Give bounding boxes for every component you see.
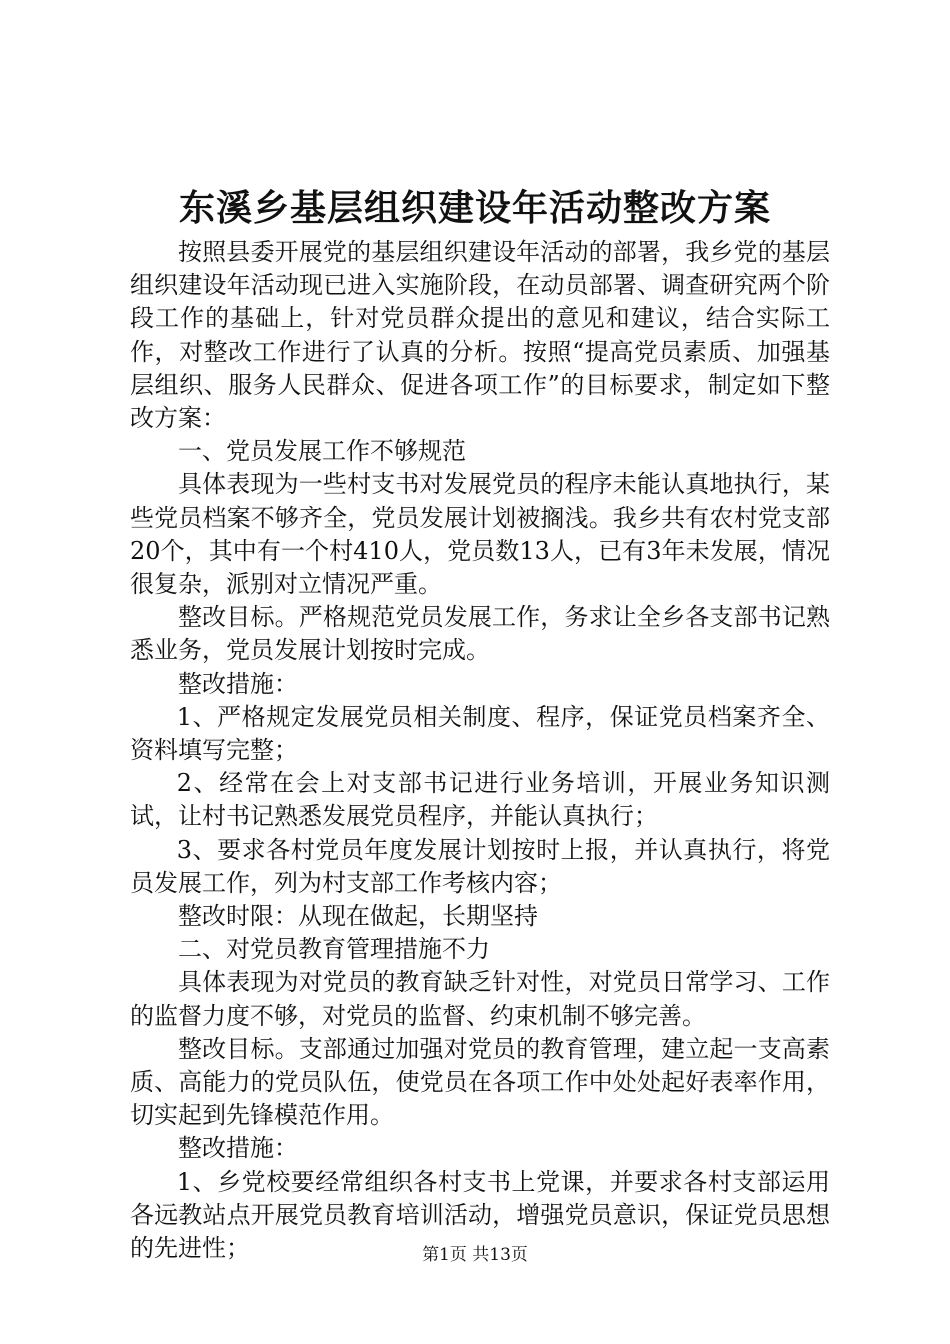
- section-heading-1: 一、党员发展工作不够规范: [178, 437, 466, 466]
- section-1-deadline: 整改时限：从现在做起，长期坚持: [178, 902, 538, 931]
- section-1-goal: 整改目标。严格规范党员发展工作，务求让全乡各支部书记熟悉业务，党员发展计划按时完成。: [130, 603, 830, 665]
- section-heading-2: 二、对党员教育管理措施不力: [178, 935, 490, 964]
- section-1-measures-label: 整改措施：: [178, 669, 298, 698]
- section-2-measures-label: 整改措施：: [178, 1134, 298, 1163]
- section-1-measure-3: 3、要求各村党员年度发展计划按时上报，并认真执行，将党员发展工作，列为村支部工作考核内容；: [130, 835, 830, 897]
- document-body: [130, 236, 830, 1265]
- intro-paragraph: 按照县委开展党的基层组织建设年活动的部署，我乡党的基层组织建设年活动现已进入实施阶段，在动员部署、调查研究两个阶段工作的基础上，针对党员群众提出的意见和建议，结合实际工作，对整改工作进行了认真的分析。按照“提高党员素质、加强基层组织、服务人民群众、促进各项工作”的目标要求，制定如下整改方案：: [130, 238, 830, 433]
- section-1-description: 具体表现为一些村支书对发展党员的程序未能认真地执行，某些党员档案不够齐全，党员发展计划被搁浅。我乡共有农村党支部20个，其中有一个村410人，党员数13人，已有3年未发展，情况很复杂，派别对立情况严重。: [130, 470, 830, 599]
- section-2-measure-1: 1、乡党校要经常组织各村支书上党课，并要求各村支部运用各远教站点开展党员教育培训活动，增强党员意识，保证党员思想的先进性；: [130, 1167, 830, 1263]
- document-title: 东溪乡基层组织建设年活动整改方案: [178, 187, 771, 229]
- section-2-goal: 整改目标。支部通过加强对党员的教育管理，建立起一支高素质、高能力的党员队伍，使党员在各项工作中处处起好表率作用，切实起到先锋模范作用。: [130, 1034, 830, 1130]
- section-2-description: 具体表现为对党员的教育缺乏针对性，对党员日常学习、工作的监督力度不够，对党员的监督、约束机制不够完善。: [130, 968, 830, 1030]
- page-footer: 第1页 共13页: [422, 1245, 528, 1265]
- section-1-measure-2: 2、经常在会上对支部书记进行业务培训，开展业务知识测试，让村书记熟悉发展党员程序，并能认真执行；: [130, 769, 830, 831]
- section-1-measure-1: 1、严格规定发展党员相关制度、程序，保证党员档案齐全、资料填写完整；: [130, 702, 830, 765]
